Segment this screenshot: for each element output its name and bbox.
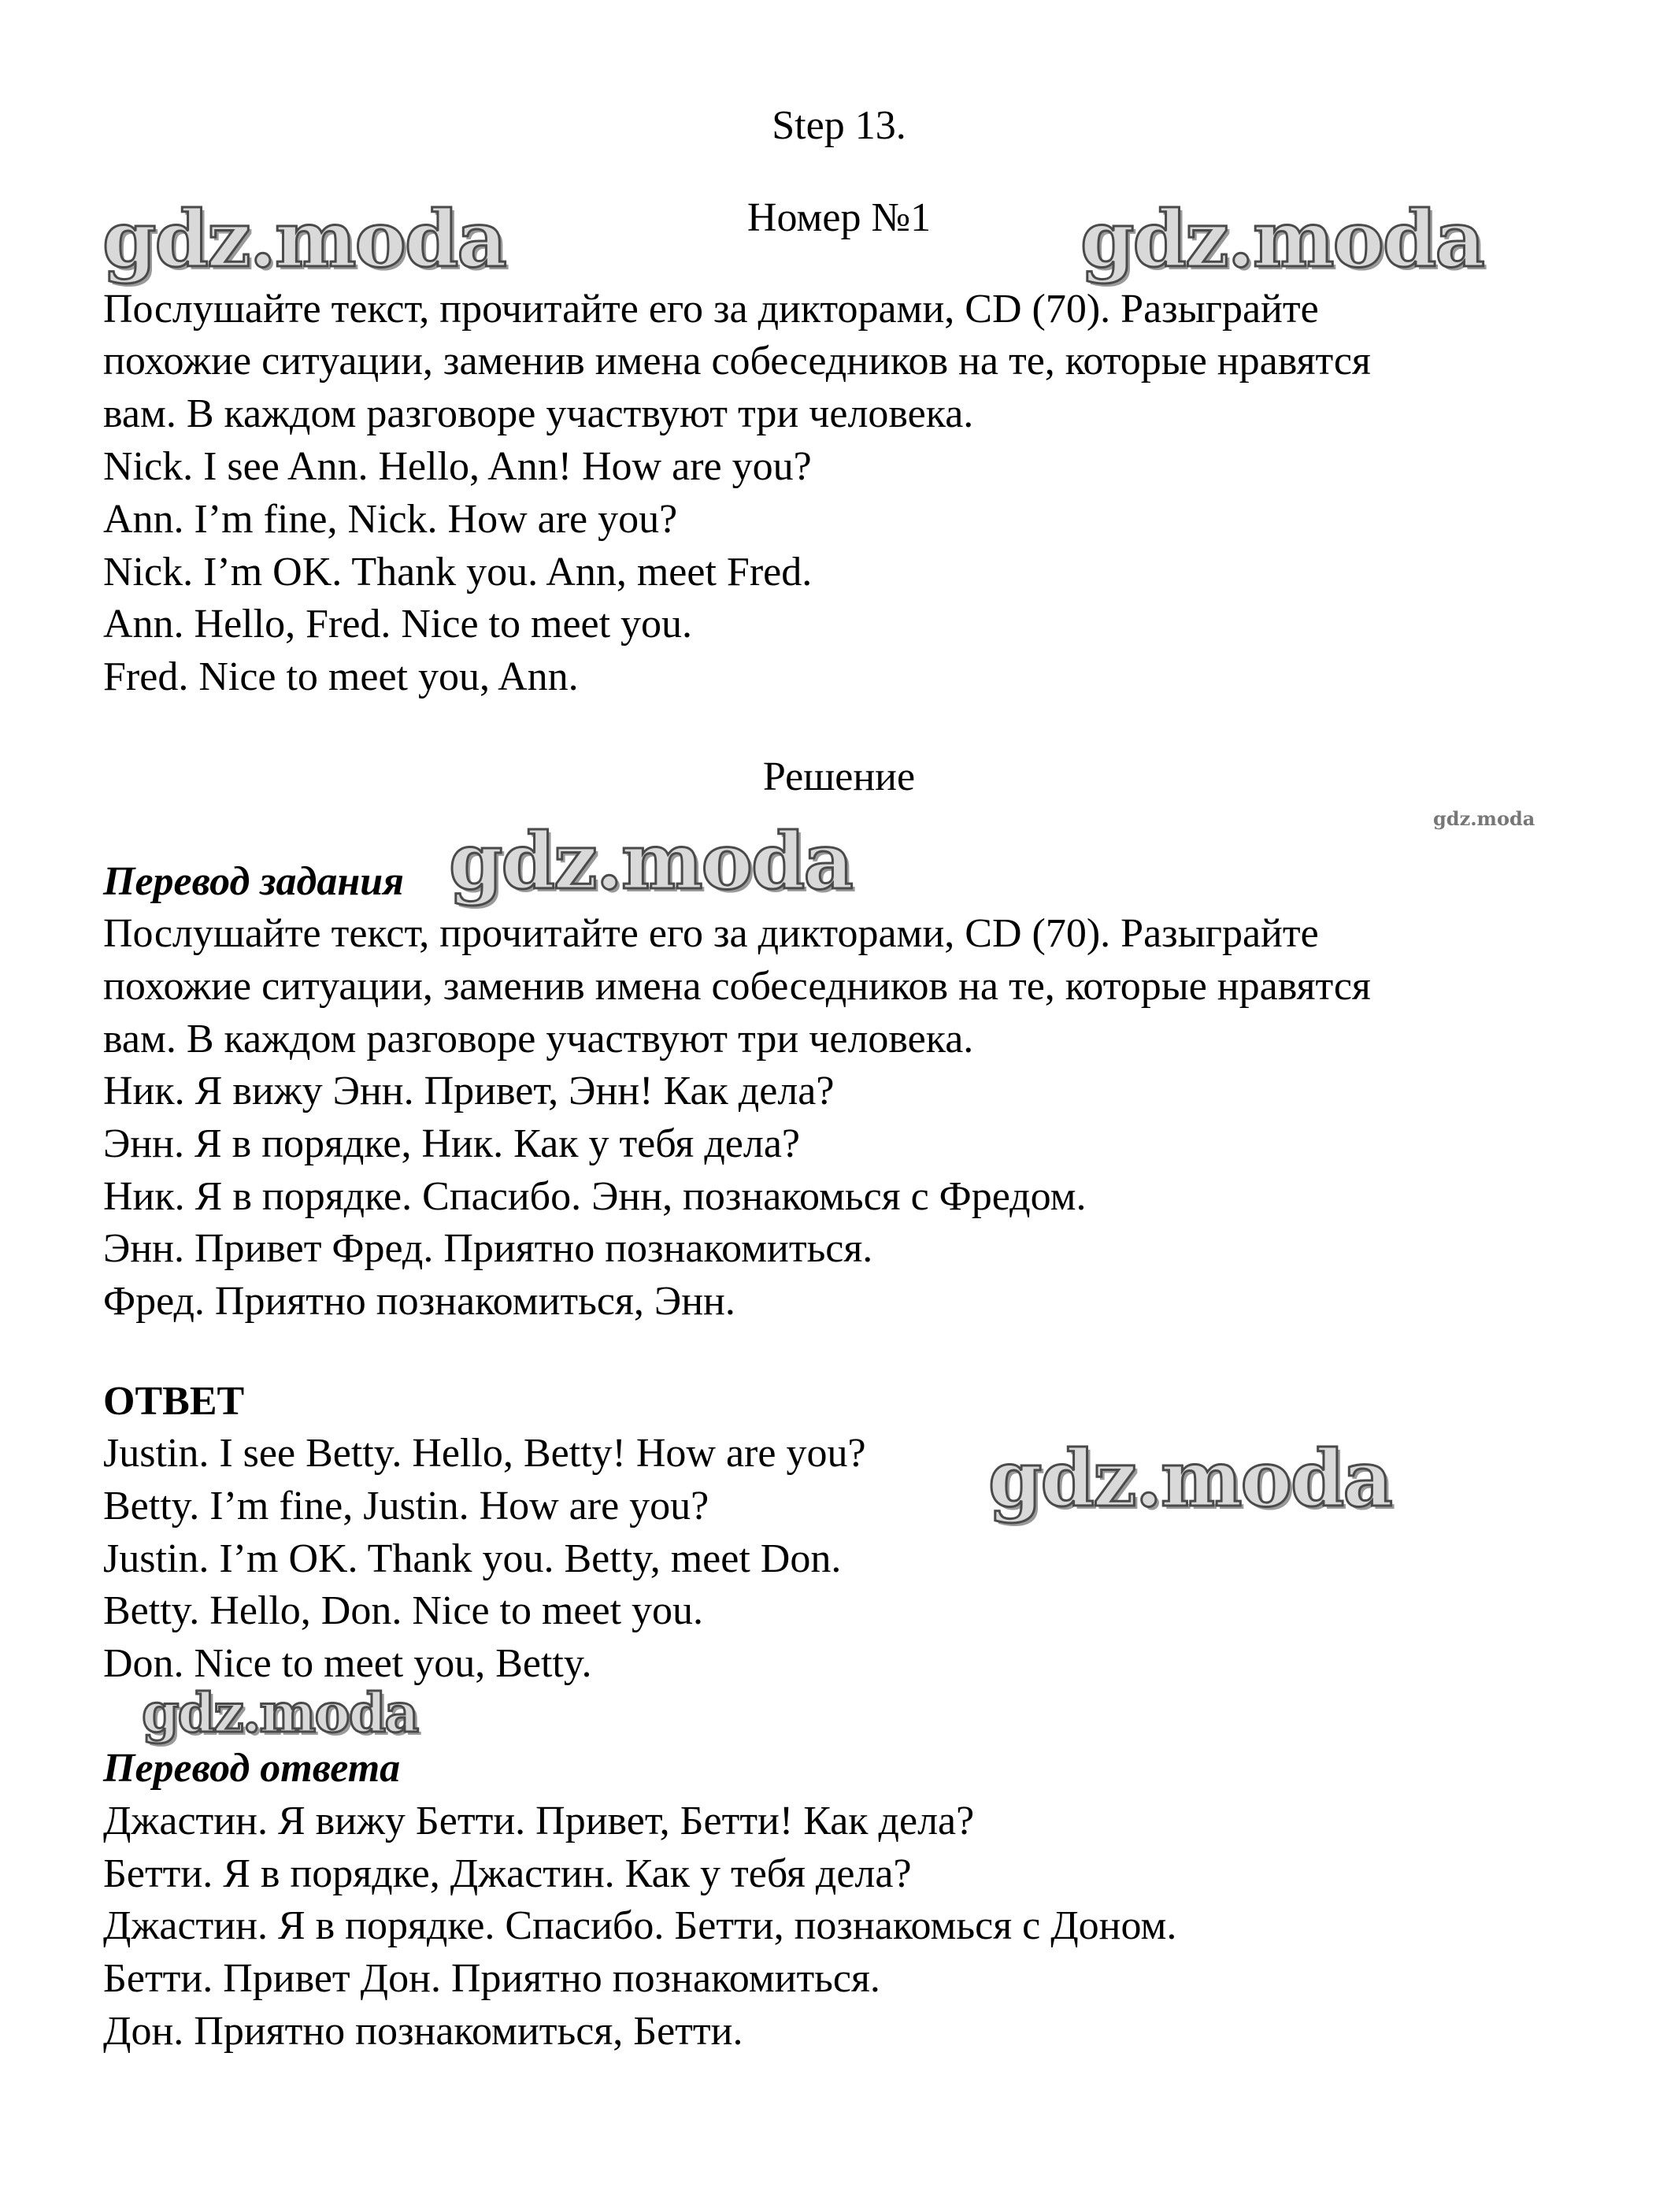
translation-instruction-line: похожие ситуации, заменив имена собеседников на те, которые нравятся xyxy=(103,964,1371,1009)
task-dialogue-line: Ann. Hello, Fred. Nice to meet you. xyxy=(103,602,693,647)
translation-dialogue-line: Ник. Я в порядке. Спасибо. Энн, познакомься с Фредом. xyxy=(103,1174,1087,1219)
translation-instruction-line: Послушайте текст, прочитайте его за дикторами, CD (70). Разыграйте xyxy=(103,911,1319,956)
answer-dialogue-line: Justin. I see Betty. Hello, Betty! How are you? xyxy=(103,1431,866,1476)
task-dialogue-line: Ann. I’m fine, Nick. How are you? xyxy=(103,497,678,542)
answer-translation-line: Джастин. Я вижу Бетти. Привет, Бетти! Как дела? xyxy=(103,1799,975,1843)
translation-dialogue-line: Энн. Привет Фред. Приятно познакомиться. xyxy=(103,1226,873,1271)
task-instruction-line: вам. В каждом разговоре участвуют три человека. xyxy=(103,391,974,436)
answer-dialogue-line: Betty. I’m fine, Justin. How are you? xyxy=(103,1484,709,1528)
translation-dialogue-line: Фред. Приятно познакомиться, Энн. xyxy=(103,1279,735,1324)
watermark-logo: gdz.moda xyxy=(449,817,852,907)
translation-dialogue-line: Энн. Я в порядке, Ник. Как у тебя дела? xyxy=(103,1121,800,1166)
answer-dialogue-line: Don. Nice to meet you, Betty. xyxy=(103,1641,592,1686)
solution-heading: Решение xyxy=(762,754,916,799)
task-dialogue-line: Nick. I see Ann. Hello, Ann! How are you? xyxy=(103,444,812,489)
step-title: Step 13. xyxy=(772,103,906,148)
watermark-logo: gdz.moda xyxy=(102,195,506,285)
watermark-logo: gdz.moda xyxy=(1080,195,1484,285)
task-number: Номер №1 xyxy=(746,195,932,240)
watermark-logo: gdz.moda xyxy=(142,1682,418,1745)
answer-translation-line: Джастин. Я в порядке. Спасибо. Бетти, познакомься с Доном. xyxy=(103,1903,1177,1948)
task-dialogue-line: Nick. I’m OK. Thank you. Ann, meet Fred. xyxy=(103,550,813,595)
translation-dialogue-line: Ник. Я вижу Энн. Привет, Энн! Как дела? xyxy=(103,1069,835,1113)
task-dialogue-line: Fred. Nice to meet you, Ann. xyxy=(103,654,579,699)
answer-heading: ОТВЕТ xyxy=(103,1379,245,1424)
answer-translation-heading: Перевод ответа xyxy=(103,1746,401,1791)
watermark-logo-small: gdz.moda xyxy=(1433,807,1535,830)
task-translation-heading: Перевод задания xyxy=(103,859,404,904)
answer-translation-line: Бетти. Привет Дон. Приятно познакомиться. xyxy=(103,1956,880,2001)
answer-translation-line: Бетти. Я в порядке, Джастин. Как у тебя дела? xyxy=(103,1851,912,1896)
answer-dialogue-line: Justin. I’m OK. Thank you. Betty, meet Don. xyxy=(103,1536,842,1581)
task-instruction-line: похожие ситуации, заменив имена собеседников на те, которые нравятся xyxy=(103,339,1371,383)
watermark-logo: gdz.moda xyxy=(988,1434,1391,1525)
answer-dialogue-line: Betty. Hello, Don. Nice to meet you. xyxy=(103,1588,704,1633)
answer-translation-line: Дон. Приятно познакомиться, Бетти. xyxy=(103,2009,743,2054)
translation-instruction-line: вам. В каждом разговоре участвуют три человека. xyxy=(103,1017,974,1062)
task-instruction-line: Послушайте текст, прочитайте его за дикторами, CD (70). Разыграйте xyxy=(103,287,1319,332)
